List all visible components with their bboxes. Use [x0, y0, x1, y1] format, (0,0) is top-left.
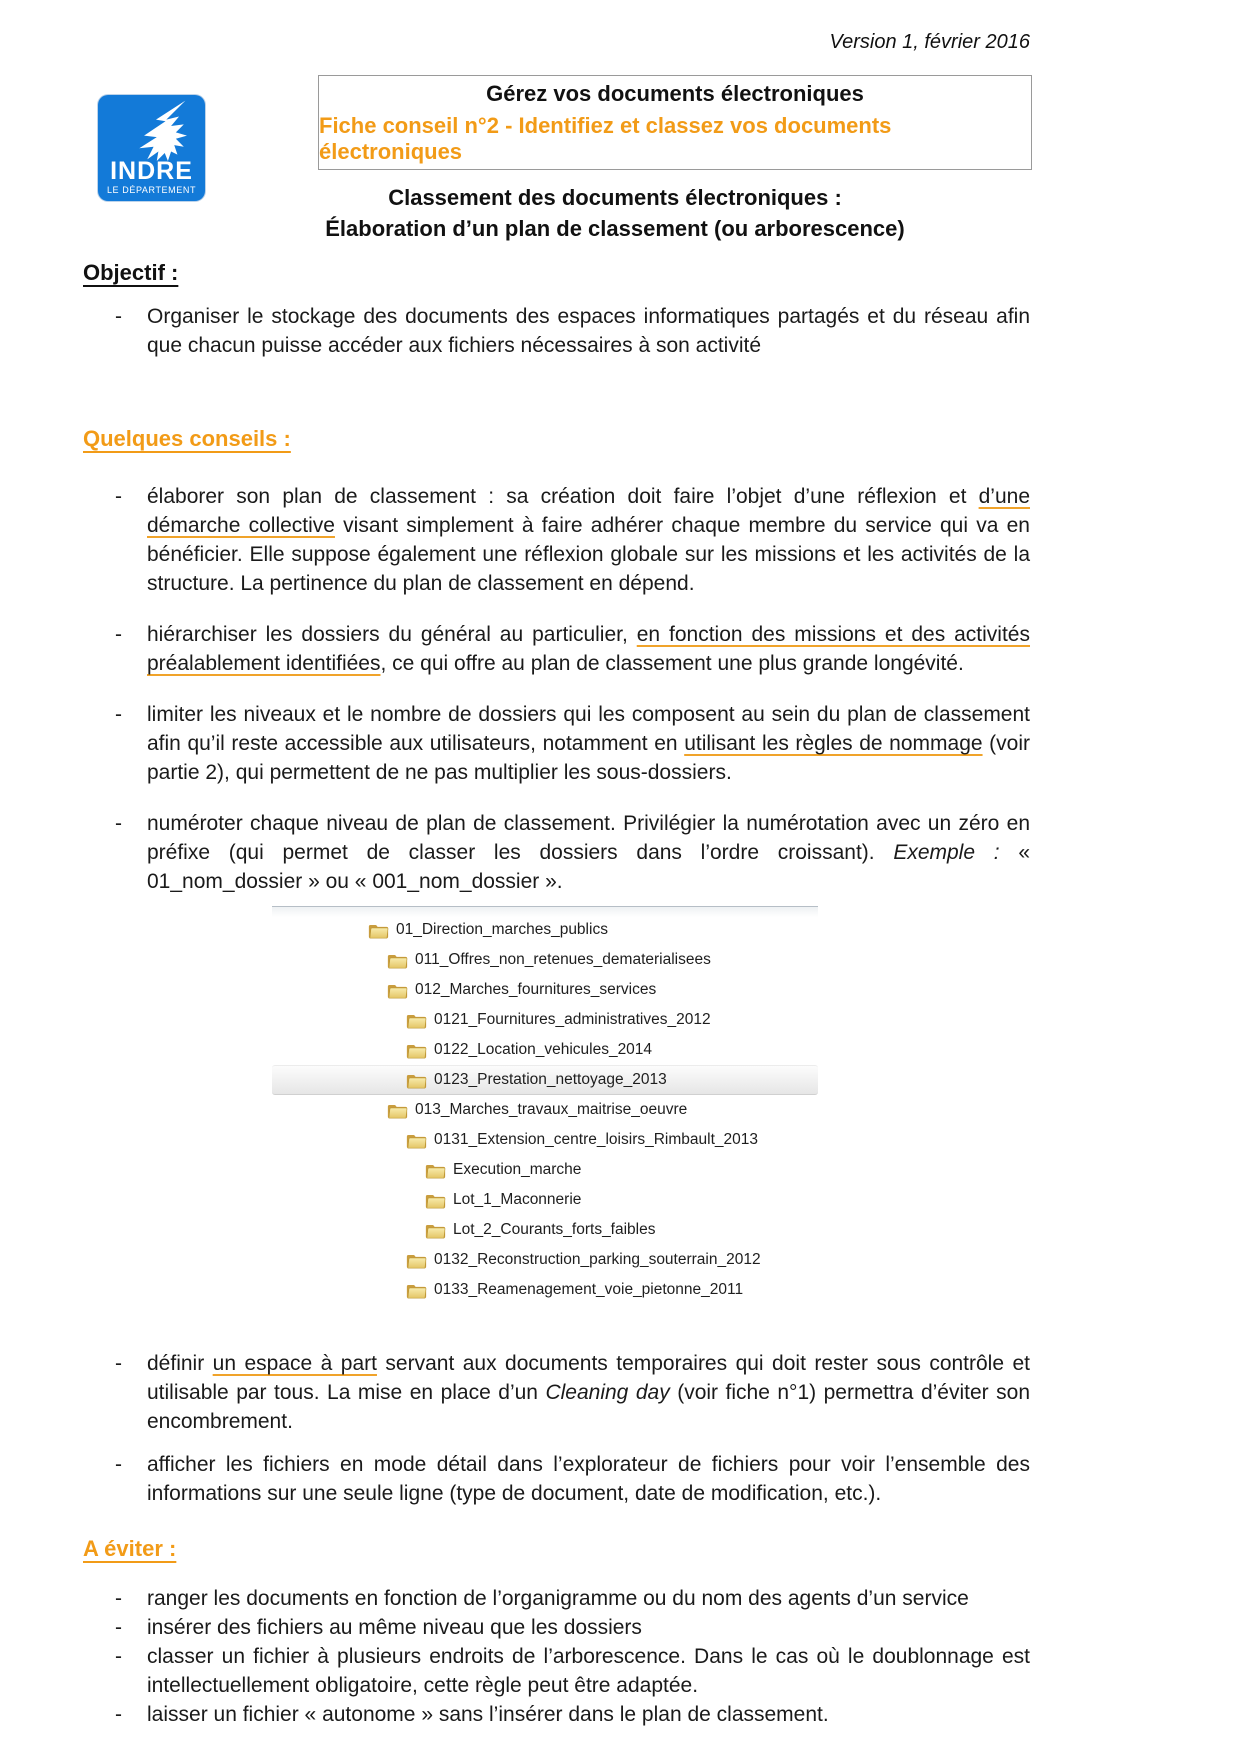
bullet-list-eviter: [83, 1584, 1030, 1729]
bullet-item: [83, 700, 1030, 787]
page-title-line2: Élaboration d’un plan de classement (ou arborescence): [325, 216, 905, 241]
tree-row: [272, 1005, 818, 1035]
bullet-text: classer un fichier à plusieurs endroits de l’arborescence. Dans le cas où le doublonnage est intellectuellement obligatoire, cette règle peut être adaptée.: [147, 1645, 1030, 1697]
bullet-text: afficher les fichiers en mode détail dans l’explorateur de fichiers pour voir l’ensemble des informations sur une seule ligne (type de document, date de modification, etc.).: [147, 1453, 1030, 1505]
folder-icon: [406, 1072, 427, 1089]
indre-logo: [98, 95, 205, 201]
bullet-item: [83, 1700, 1030, 1729]
bullet-marker: -: [115, 1703, 122, 1726]
bullet-text: insérer des fichiers au même niveau que les dossiers: [147, 1616, 642, 1639]
bullet-marker: -: [115, 1587, 122, 1610]
page-title: [200, 182, 1030, 244]
bullet-marker: -: [115, 305, 122, 328]
tree-row: [272, 1095, 818, 1125]
folder-icon: [387, 1102, 408, 1119]
bullet-text: laisser un fichier « autonome » sans l’insérer dans le plan de classement.: [147, 1703, 829, 1726]
header-box-subtitle: Fiche conseil n°2 - Identifiez et classez vos documents électroniques: [319, 112, 892, 164]
tree-row-label: 0122_Location_vehicules_2014: [434, 1041, 653, 1058]
tree-row: [272, 1125, 818, 1155]
bullet-marker: -: [115, 485, 122, 508]
tree-row: [272, 1245, 818, 1275]
bullet-list-objectif: [83, 302, 1030, 360]
bullet-text: limiter les niveaux et le nombre de dossiers qui les composent au sein du plan de classement afin qu’il reste accessible aux utilisateurs, notamment en utilisant les règles de nommage (voir partie 2), qui permettent de ne pas multiplier les sous-dossiers.: [147, 703, 1030, 784]
tree-row-label: 0131_Extension_centre_loisirs_Rimbault_2013: [434, 1131, 758, 1148]
tree-row-label: 0133_Reamenagement_voie_pietonne_2011: [434, 1281, 744, 1298]
folder-icon: [406, 1132, 427, 1149]
bullet-marker: -: [115, 623, 122, 646]
bullet-text: numéroter chaque niveau de plan de classement. Privilégier la numérotation avec un zéro en préfixe (qui permet de classer les dossiers dans l’ordre croissant). Exemple : « 01_nom_dossier » ou « 001_nom_dossier ».: [147, 812, 1030, 893]
tree-row-label: Lot_1_Maconnerie: [453, 1191, 582, 1208]
tree-row: [272, 1275, 818, 1305]
tree-row: [272, 975, 818, 1005]
tree-row: [272, 1155, 818, 1185]
bullet-marker: -: [115, 1453, 122, 1476]
folder-icon: [368, 922, 389, 939]
page-content-lower: [0, 1349, 1239, 1729]
tree-row-label: Lot_2_Courants_forts_faibles: [453, 1221, 656, 1238]
bullet-item: [83, 809, 1030, 896]
bullet-marker: -: [115, 812, 122, 835]
bullet-marker: -: [115, 703, 122, 726]
bullet-text: ranger les documents en fonction de l’organigramme ou du nom des agents d’un service: [147, 1587, 969, 1610]
bullet-item: [83, 482, 1030, 598]
folder-icon: [406, 1282, 427, 1299]
folder-icon: [387, 982, 408, 999]
bullet-item: [83, 1450, 1030, 1508]
tree-row-label: 012_Marches_fournitures_services: [415, 981, 657, 998]
tree-row-label: 0121_Fournitures_administratives_2012: [434, 1011, 711, 1028]
tree-row-label: 011_Offres_non_retenues_dematerialisees: [415, 951, 711, 968]
bullet-item: [83, 1349, 1030, 1436]
bullet-marker: -: [115, 1645, 122, 1668]
tree-row-label: 0123_Prestation_nettoyage_2013: [434, 1071, 667, 1088]
bullet-item: [83, 620, 1030, 678]
bullet-item: [83, 302, 1030, 360]
folder-icon: [406, 1252, 427, 1269]
folder-icon: [406, 1012, 427, 1029]
bullet-item: [83, 1642, 1030, 1700]
tree-row: [272, 945, 818, 975]
logo-subtitle: LE DÉPARTEMENT: [106, 185, 197, 195]
tree-row: [272, 915, 818, 945]
folder-tree: [272, 906, 818, 1311]
logo-name: INDRE: [110, 157, 193, 185]
folder-icon: [406, 1042, 427, 1059]
header-box: [318, 75, 1032, 170]
folder-icon: [425, 1222, 446, 1239]
bird-icon: [112, 99, 192, 166]
bullet-marker: -: [115, 1352, 122, 1375]
tree-row-label: 01_Direction_marches_publics: [396, 921, 608, 938]
bullet-item: [83, 1613, 1030, 1642]
tree-row: [272, 1035, 818, 1065]
tree-row: [272, 1065, 818, 1095]
heading-objectif: Objectif :: [83, 260, 179, 285]
page-title-line1: Classement des documents électroniques :: [388, 185, 842, 210]
tree-row: [272, 1185, 818, 1215]
bullet-text: définir un espace à part servant aux documents temporaires qui doit rester sous contrôle et utilisable par tous. La mise en place d’un Cleaning day (voir fiche n°1) permettra d’éviter son encombrement.: [147, 1352, 1031, 1433]
heading-eviter: A éviter :: [83, 1536, 177, 1561]
bullet-list-conseils-after-tree: [83, 1349, 1030, 1508]
bullet-marker: -: [115, 1616, 122, 1639]
header-box-title: Gérez vos documents électroniques: [486, 80, 864, 106]
heading-conseils: Quelques conseils :: [83, 426, 291, 451]
folder-icon: [387, 952, 408, 969]
bullet-text: hiérarchiser les dossiers du général au particulier, en fonction des missions et des activités préalablement identifiées, ce qui offre au plan de classement une plus grande longévité.: [147, 623, 1030, 675]
bullet-item: [83, 1584, 1030, 1613]
version-note: Version 1, février 2016: [829, 31, 1030, 53]
bullet-list-conseils: [83, 482, 1030, 896]
bullet-text: élaborer son plan de classement : sa création doit faire l’objet d’une réflexion et d’une démarche collective visant simplement à faire adhérer chaque membre du service qui va en bénéficier. Elle suppose également une réflexion globale sur les missions et les activités de la structure. La pertinence du plan de classement en dépend.: [147, 485, 1030, 595]
folder-icon: [425, 1162, 446, 1179]
tree-row-label: 013_Marches_travaux_maitrise_oeuvre: [415, 1101, 688, 1118]
tree-row-label: 0132_Reconstruction_parking_souterrain_2012: [434, 1251, 761, 1268]
tree-row: [272, 1215, 818, 1245]
tree-row-label: Execution_marche: [453, 1161, 582, 1178]
bullet-text: Organiser le stockage des documents des espaces informatiques partagés et du réseau afin que chacun puisse accéder aux fichiers nécessaires à son activité: [147, 305, 1030, 357]
folder-icon: [425, 1192, 446, 1209]
